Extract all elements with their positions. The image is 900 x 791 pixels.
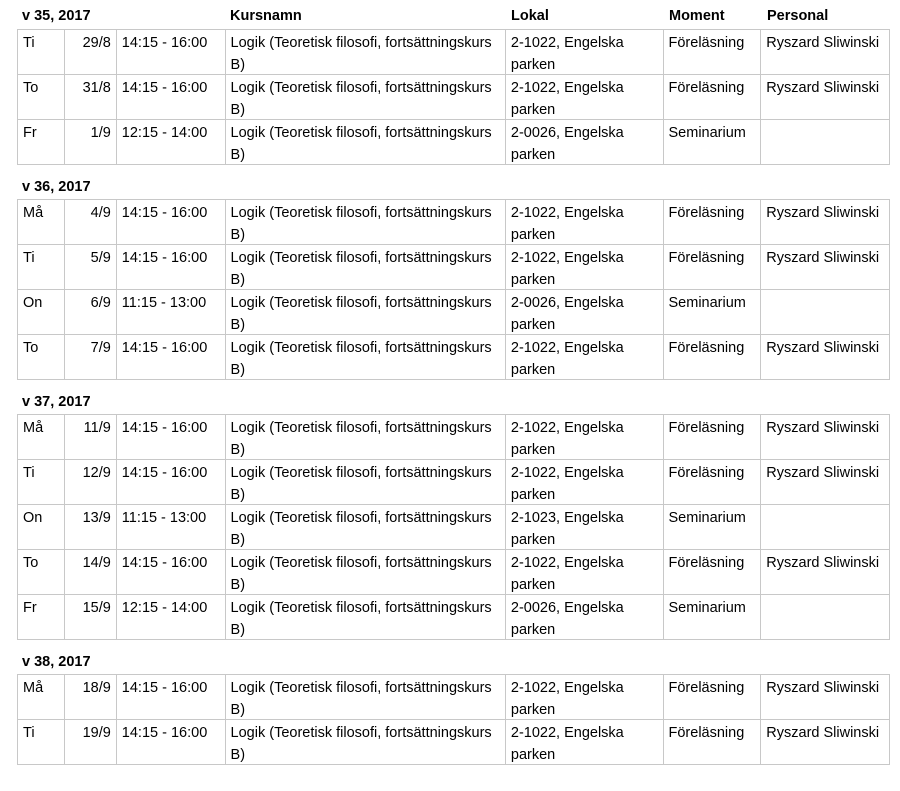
staff-cell (761, 595, 889, 639)
date-cell: 19/9 (65, 720, 117, 764)
course-cell: Logik (Teoretisk filosofi, fortsättningskurs B) (226, 550, 506, 594)
time-cell: 11:15 - 13:00 (117, 290, 226, 334)
time-cell: 14:15 - 16:00 (117, 415, 226, 459)
time-cell: 12:15 - 14:00 (117, 120, 226, 164)
moment-cell: Föreläsning (664, 200, 762, 244)
week-table (17, 199, 890, 380)
table-row (18, 675, 889, 720)
moment-cell: Föreläsning (664, 415, 762, 459)
date-cell: 14/9 (65, 550, 117, 594)
date-cell: 18/9 (65, 675, 117, 719)
day-cell: Ti (18, 460, 65, 504)
room-cell: 2-0026, Engelska parken (506, 290, 664, 334)
course-cell: Logik (Teoretisk filosofi, fortsättningskurs B) (226, 505, 506, 549)
moment-cell: Seminarium (664, 290, 762, 334)
course-cell: Logik (Teoretisk filosofi, fortsättningskurs B) (226, 415, 506, 459)
table-row (18, 550, 889, 595)
schedule (17, 5, 890, 775)
date-cell: 5/9 (65, 245, 117, 289)
staff-cell: Ryszard Sliwinski (766, 680, 880, 696)
time-cell: 11:15 - 13:00 (117, 505, 226, 549)
table-row (18, 200, 889, 245)
room-cell: 2-1022, Engelska parken (506, 75, 664, 119)
date-cell: 7/9 (65, 335, 117, 379)
time-cell: 14:15 - 16:00 (117, 550, 226, 594)
time-cell: 14:15 - 16:00 (117, 75, 226, 119)
column-header-kursnamn: Kursnamn (230, 8, 302, 24)
staff-cell: Ryszard Sliwinski (766, 555, 880, 571)
table-row (18, 290, 889, 335)
room-cell: 2-0026, Engelska parken (506, 595, 664, 639)
week-table (17, 674, 890, 765)
time-cell: 14:15 - 16:00 (117, 30, 226, 74)
table-row (18, 505, 889, 550)
moment-cell: Seminarium (664, 595, 762, 639)
course-cell: Logik (Teoretisk filosofi, fortsättningskurs B) (226, 595, 506, 639)
date-cell: 6/9 (65, 290, 117, 334)
day-cell: Må (18, 415, 65, 459)
table-row (18, 245, 889, 290)
staff-cell: Ryszard Sliwinski (766, 80, 880, 96)
moment-cell: Föreläsning (664, 550, 762, 594)
course-cell: Logik (Teoretisk filosofi, fortsättningskurs B) (226, 335, 506, 379)
week-label: v 38, 2017 (22, 654, 91, 670)
table-row (18, 75, 889, 120)
date-cell: 15/9 (65, 595, 117, 639)
day-cell: Ti (18, 245, 65, 289)
week-label: v 36, 2017 (22, 179, 91, 195)
week-table (17, 29, 890, 165)
staff-cell: Ryszard Sliwinski (766, 35, 880, 51)
course-cell: Logik (Teoretisk filosofi, fortsättningskurs B) (226, 245, 506, 289)
date-cell: 11/9 (65, 415, 117, 459)
day-cell: Fr (18, 120, 65, 164)
table-row (18, 335, 889, 380)
moment-cell: Föreläsning (664, 460, 762, 504)
day-cell: Ti (18, 720, 65, 764)
day-cell: Fr (18, 595, 65, 639)
room-cell: 2-0026, Engelska parken (506, 120, 664, 164)
staff-cell (761, 505, 889, 549)
staff-cell (761, 290, 889, 334)
room-cell: 2-1022, Engelska parken (506, 415, 664, 459)
course-cell: Logik (Teoretisk filosofi, fortsättningskurs B) (226, 200, 506, 244)
course-cell: Logik (Teoretisk filosofi, fortsättningskurs B) (226, 460, 506, 504)
date-cell: 29/8 (65, 30, 117, 74)
moment-cell: Föreläsning (664, 335, 762, 379)
staff-cell: Ryszard Sliwinski (766, 340, 880, 356)
week-heading: v 35, 2017 (22, 8, 91, 24)
room-cell: 2-1022, Engelska parken (506, 200, 664, 244)
day-cell: To (18, 75, 65, 119)
course-cell: Logik (Teoretisk filosofi, fortsättningskurs B) (226, 675, 506, 719)
moment-cell: Seminarium (664, 120, 762, 164)
time-cell: 14:15 - 16:00 (117, 245, 226, 289)
time-cell: 12:15 - 14:00 (117, 595, 226, 639)
day-cell: To (18, 550, 65, 594)
moment-cell: Föreläsning (664, 675, 762, 719)
room-cell: 2-1023, Engelska parken (506, 505, 664, 549)
room-cell: 2-1022, Engelska parken (506, 675, 664, 719)
room-cell: 2-1022, Engelska parken (506, 720, 664, 764)
week-label: v 37, 2017 (22, 394, 91, 410)
staff-cell: Ryszard Sliwinski (766, 205, 880, 221)
table-row (18, 120, 889, 165)
time-cell: 14:15 - 16:00 (117, 460, 226, 504)
course-cell: Logik (Teoretisk filosofi, fortsättningskurs B) (226, 720, 506, 764)
day-cell: On (18, 505, 65, 549)
time-cell: 14:15 - 16:00 (117, 200, 226, 244)
staff-cell: Ryszard Sliwinski (766, 465, 880, 481)
course-cell: Logik (Teoretisk filosofi, fortsättningskurs B) (226, 75, 506, 119)
room-cell: 2-1022, Engelska parken (506, 30, 664, 74)
date-cell: 12/9 (65, 460, 117, 504)
time-cell: 14:15 - 16:00 (117, 675, 226, 719)
day-cell: To (18, 335, 65, 379)
day-cell: Ti (18, 30, 65, 74)
moment-cell: Föreläsning (664, 245, 762, 289)
moment-cell: Seminarium (664, 505, 762, 549)
week-heading (17, 175, 890, 199)
moment-cell: Föreläsning (664, 30, 762, 74)
day-cell: On (18, 290, 65, 334)
moment-cell: Föreläsning (664, 75, 762, 119)
day-cell: Må (18, 675, 65, 719)
week-groups (17, 29, 890, 765)
column-header-personal: Personal (767, 8, 829, 24)
table-row (18, 415, 889, 460)
moment-cell: Föreläsning (664, 720, 762, 764)
course-cell: Logik (Teoretisk filosofi, fortsättningskurs B) (226, 290, 506, 334)
staff-cell: Ryszard Sliwinski (766, 420, 880, 436)
course-cell: Logik (Teoretisk filosofi, fortsättningskurs B) (226, 30, 506, 74)
date-cell: 1/9 (65, 120, 117, 164)
column-header-row (17, 5, 890, 29)
time-cell: 14:15 - 16:00 (117, 720, 226, 764)
day-cell: Må (18, 200, 65, 244)
room-cell: 2-1022, Engelska parken (506, 245, 664, 289)
week-table (17, 414, 890, 640)
staff-cell: Ryszard Sliwinski (766, 250, 880, 266)
room-cell: 2-1022, Engelska parken (506, 550, 664, 594)
date-cell: 31/8 (65, 75, 117, 119)
week-heading (17, 390, 890, 414)
room-cell: 2-1022, Engelska parken (506, 335, 664, 379)
time-cell: 14:15 - 16:00 (117, 335, 226, 379)
week-heading (17, 650, 890, 674)
staff-cell: Ryszard Sliwinski (766, 725, 880, 741)
room-cell: 2-1022, Engelska parken (506, 460, 664, 504)
column-header-moment: Moment (669, 8, 725, 24)
table-row (18, 30, 889, 75)
course-cell: Logik (Teoretisk filosofi, fortsättningskurs B) (226, 120, 506, 164)
column-header-lokal: Lokal (511, 8, 549, 24)
table-row (18, 720, 889, 765)
table-row (18, 460, 889, 505)
staff-cell (761, 120, 889, 164)
table-row (18, 595, 889, 640)
date-cell: 13/9 (65, 505, 117, 549)
date-cell: 4/9 (65, 200, 117, 244)
